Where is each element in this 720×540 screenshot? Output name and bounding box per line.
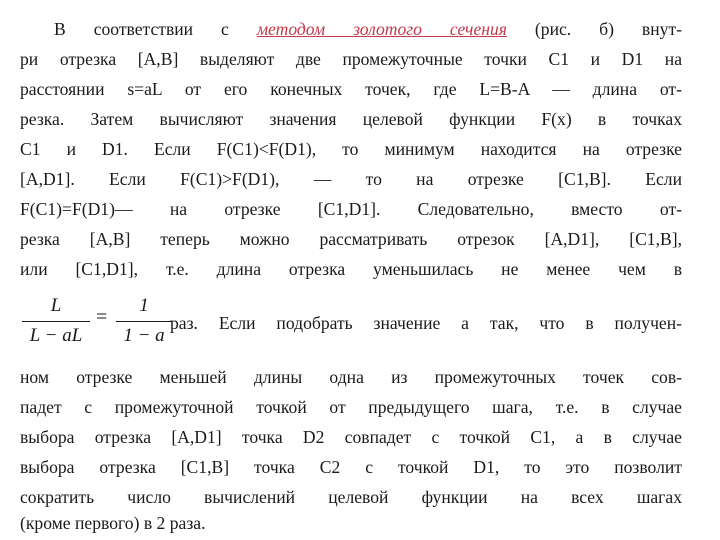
text-segment: В соответствии с xyxy=(54,19,257,39)
fraction-bar xyxy=(116,321,172,322)
text-line-4: резка. Затем вычисляют значения целевой функции F(x) в точках xyxy=(20,109,682,129)
text-line-5: C1 и D1. Если F(C1)<F(D1), то минимум находится на отрезке xyxy=(20,139,682,159)
text-line-8: резка [A,B] теперь можно рассматривать отрезок [A,D1], [C1,B], xyxy=(20,229,682,249)
fraction-bar xyxy=(22,321,90,322)
golden-section-link[interactable]: методом золотого сечения xyxy=(256,19,507,39)
text-line-12: падет с промежуточной точкой от предыдущего шага, т.е. в случае xyxy=(20,397,682,417)
text-line-11: ном отрезке меньшей длины одна из промежуточных точек сов- xyxy=(20,367,682,387)
text-line-10: раз. Если подобрать значение a так, что в получен- xyxy=(170,313,682,333)
fraction-numerator: L xyxy=(50,295,62,316)
fraction-denominator: L − aL xyxy=(29,325,83,346)
text-line-2: ри отрезка [A,B] выделяют две промежуточные точки C1 и D1 на xyxy=(20,49,682,69)
text-line-3: расстоянии s=aL от его конечных точек, где L=B-A — длина от- xyxy=(20,79,682,99)
text-line-15: сократить число вычислений целевой функции на всех шагах xyxy=(20,487,682,507)
text-line-16: (кроме первого) в 2 раза. xyxy=(20,513,206,533)
text-line-13: выбора отрезка [A,D1] точка D2 совпадет с точкой C1, а в случае xyxy=(20,427,682,447)
text-segment: (рис. б) внут- xyxy=(506,19,682,39)
formula-line xyxy=(20,294,682,358)
text-line-14: выбора отрезка [C1,B] точка C2 с точкой D1, то это позволит xyxy=(20,457,682,477)
text-line-6: [A,D1]. Если F(C1)>F(D1), — то на отрезке [C1,B]. Если xyxy=(20,169,682,189)
text-line-7: F(C1)=F(D1)— на отрезке [C1,D1]. Следовательно, вместо от- xyxy=(20,199,682,219)
equals-sign: = xyxy=(96,306,108,328)
fraction-denominator: 1 − a xyxy=(123,325,165,346)
fraction-numerator: 1 xyxy=(139,295,149,316)
text-line-9: или [C1,D1], т.е. длина отрезка уменьшилась не менее чем в xyxy=(20,259,682,279)
text-line-1 xyxy=(20,14,682,44)
